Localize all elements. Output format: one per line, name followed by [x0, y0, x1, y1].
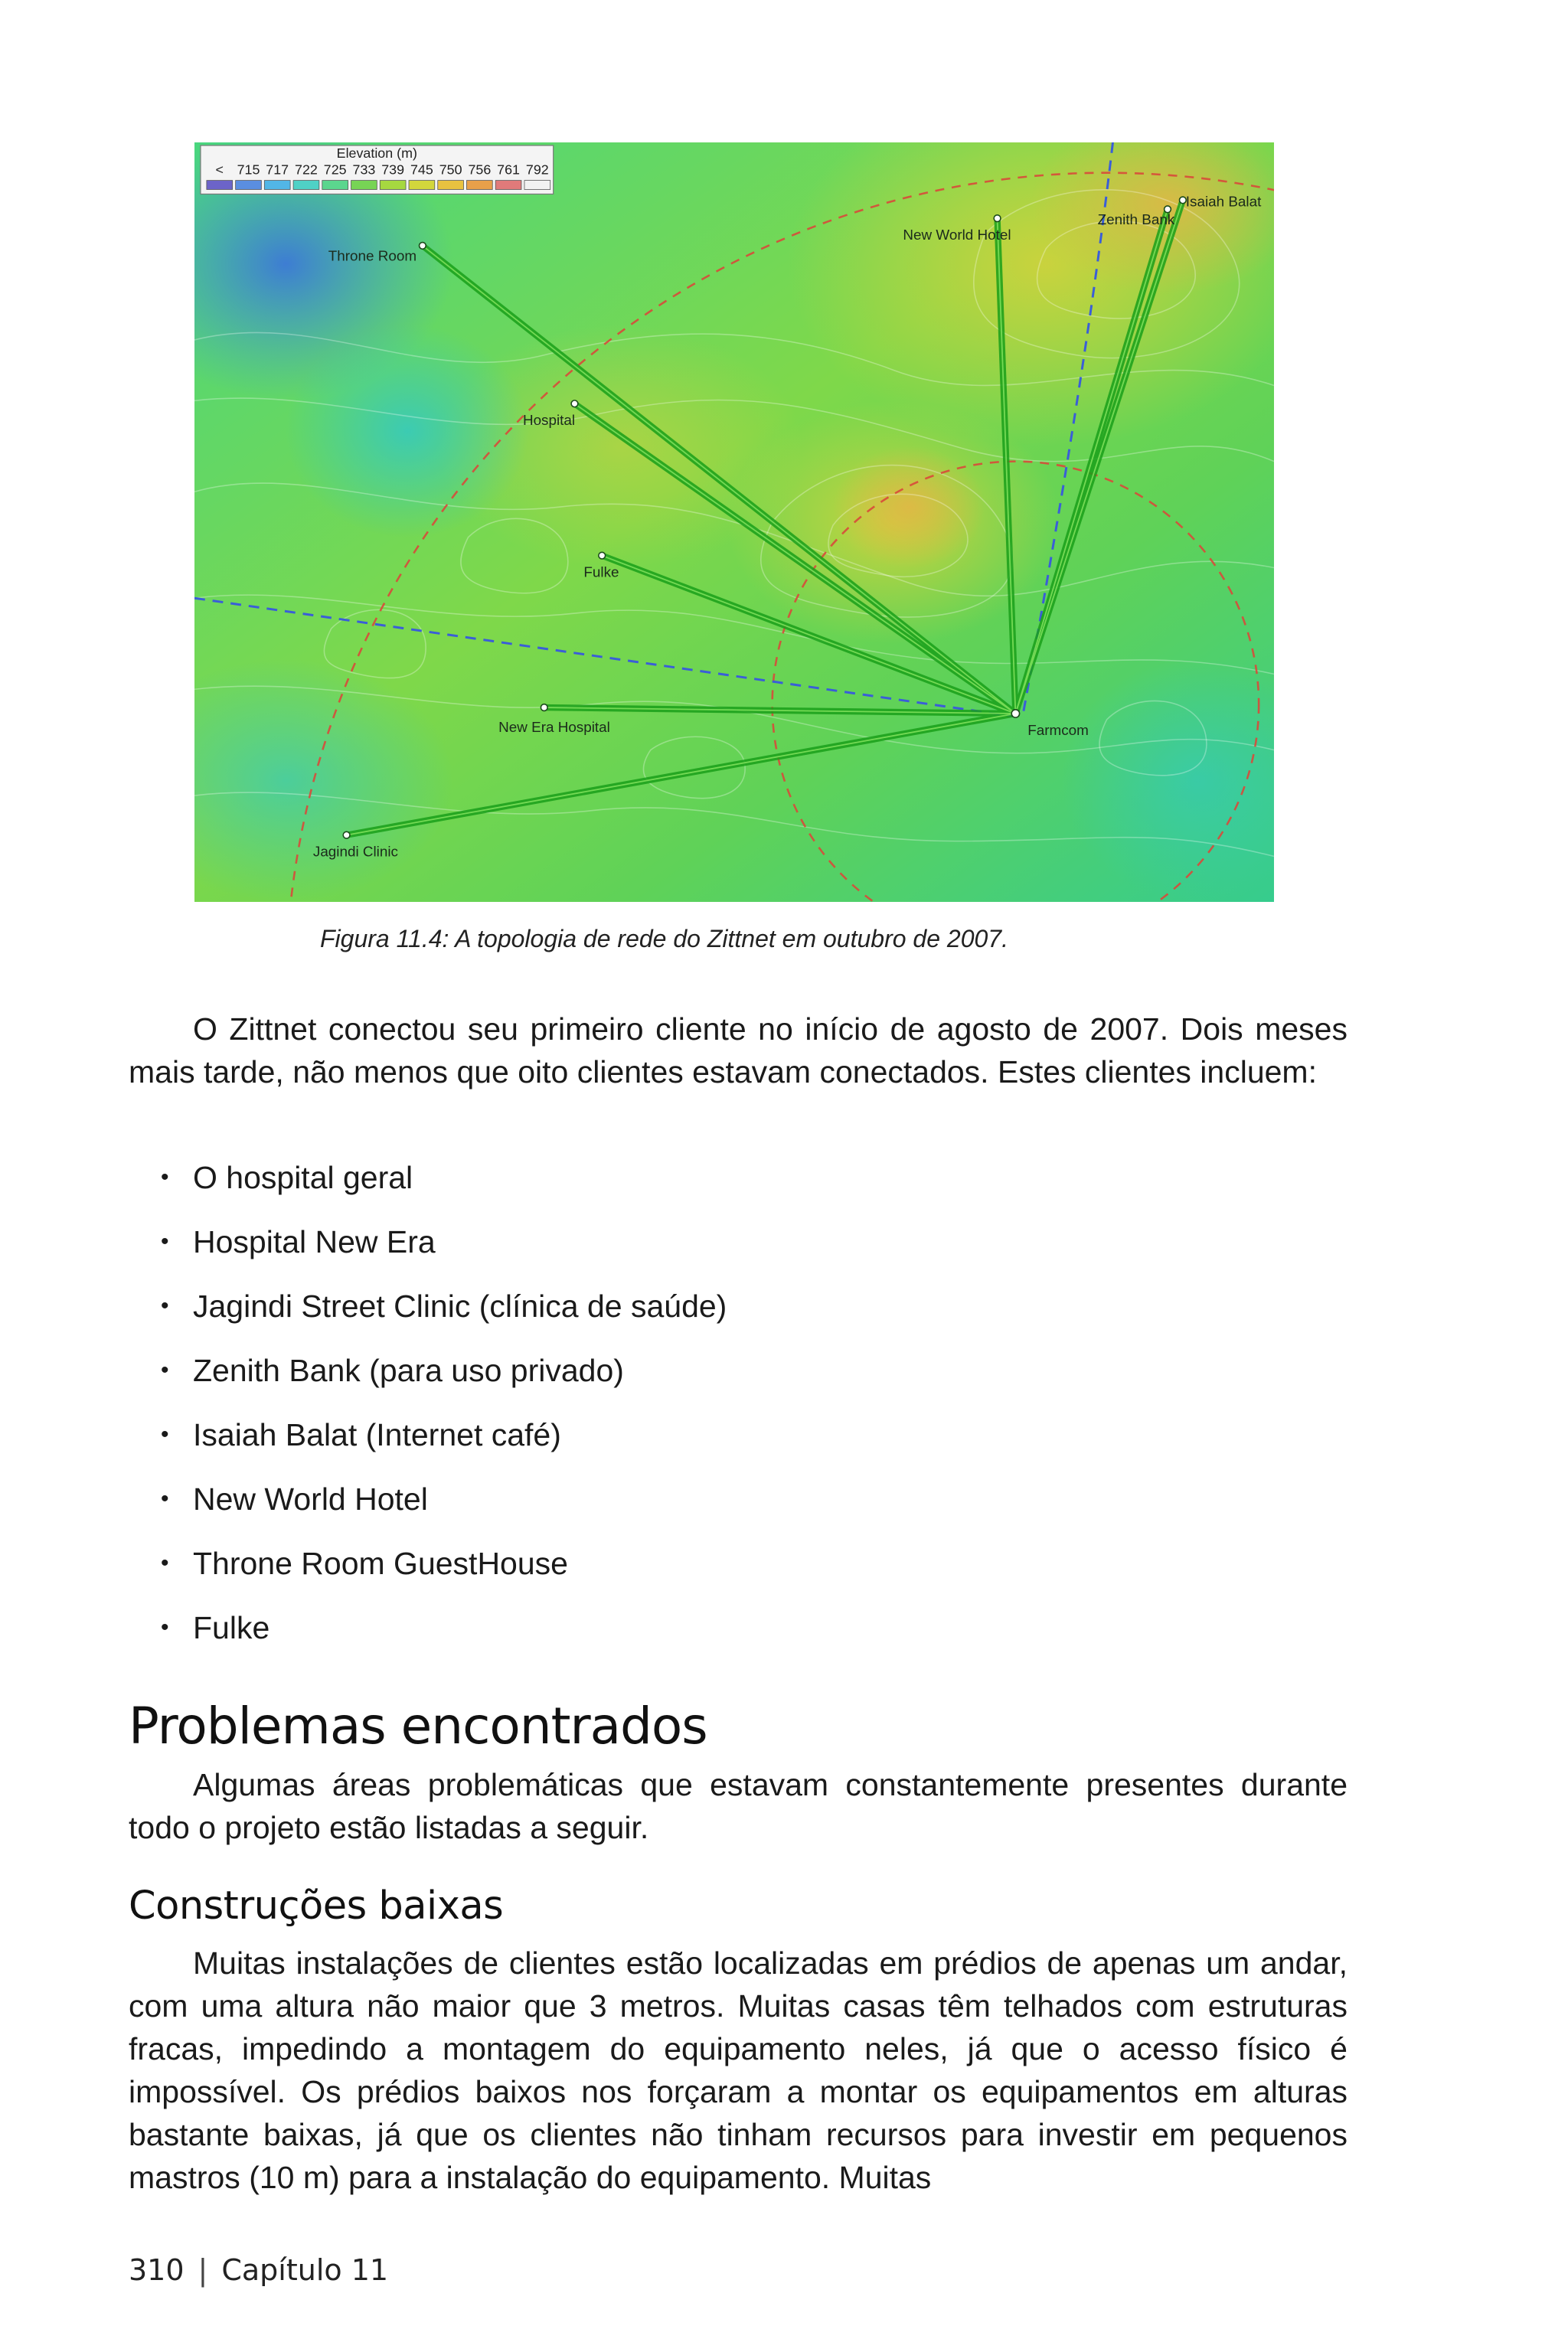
- legend-swatch: [207, 181, 233, 190]
- legend-title: Elevation (m): [336, 145, 417, 161]
- legend-value: 725: [323, 162, 347, 178]
- list-item: [129, 1606, 727, 1671]
- bullet-marker: •: [161, 1229, 169, 1254]
- section-heading-problems: Problemas encontrados: [129, 1697, 707, 1756]
- bullet-marker: •: [161, 1486, 169, 1511]
- legend-value: 750: [439, 162, 462, 178]
- legend-values: [216, 162, 549, 178]
- list-item: [129, 1413, 727, 1478]
- legend-value: <: [215, 162, 224, 178]
- bullet-marker: •: [161, 1165, 169, 1190]
- list-item: [129, 1349, 727, 1413]
- legend-swatch: [380, 181, 406, 190]
- paragraph-low-buildings: Muitas instalações de clientes estão localizadas em prédios de apenas um andar, com uma altura não maior que 3 metros. Muitas casas têm telhados com estruturas fracas, impedindo a montagem do equipamento neles, já que o acesso físico é impossível. Os prédios baixos nos forçaram a montar os equipamentos em alturas bastante baixas, já que os clientes não tinham recursos para investir em pequenos mastros (10 m) para a instalação do equipamento. Muitas: [129, 1945, 1348, 2195]
- legend-swatch: [264, 181, 290, 190]
- page-footer: [129, 2253, 388, 2287]
- legend-value: 739: [381, 162, 405, 178]
- bullet-marker: •: [161, 1422, 169, 1447]
- site-label-zenith-bank: Zenith Bank: [1097, 211, 1175, 228]
- legend-swatch: [322, 181, 348, 190]
- legend-swatch: [351, 181, 377, 190]
- bullet-marker: •: [161, 1615, 169, 1640]
- page-number: 310: [129, 2253, 185, 2287]
- legend-value: 756: [468, 162, 492, 178]
- client-list: [129, 1156, 727, 1671]
- paragraph-intro: O Zittnet conectou seu primeiro cliente no início de agosto de 2007. Dois meses mais tarde, não menos que oito clientes estavam conectados. Estes clientes incluem:: [129, 1011, 1348, 1089]
- terrain-peak-center: [833, 446, 985, 568]
- legend-value: 717: [266, 162, 289, 178]
- site-marker-fulke: [599, 552, 606, 559]
- legend-value: 761: [497, 162, 521, 178]
- list-item: [129, 1542, 727, 1606]
- site-label-new-era-hospital: New Era Hospital: [498, 718, 610, 735]
- legend-value: 722: [295, 162, 318, 178]
- list-item-text: Throne Room GuestHouse: [193, 1546, 568, 1581]
- site-label-hospital: Hospital: [522, 412, 576, 429]
- list-item-text: Isaiah Balat (Internet café): [193, 1417, 561, 1452]
- list-item-text: Hospital New Era: [193, 1224, 436, 1259]
- chapter-label: Capítulo 11: [221, 2253, 389, 2287]
- list-item-text: New World Hotel: [193, 1481, 428, 1517]
- bullet-marker: •: [161, 1550, 169, 1576]
- site-marker-hospital: [571, 400, 578, 407]
- list-item-text: Fulke: [193, 1610, 270, 1645]
- site-label-isaiah-balat: Isaiah Balat: [1185, 193, 1262, 210]
- list-item-text: Zenith Bank (para uso privado): [193, 1353, 624, 1388]
- list-item: [129, 1220, 727, 1285]
- subsection-heading-low-buildings: Construções baixas: [129, 1883, 504, 1929]
- site-label-new-world-hotel: New World Hotel: [903, 226, 1011, 243]
- legend-swatch: [293, 181, 319, 190]
- elevation-legend: [201, 145, 554, 194]
- site-marker-new-world-hotel: [994, 215, 1001, 222]
- legend-value: 745: [410, 162, 433, 178]
- list-item: [129, 1285, 727, 1349]
- site-marker-hub: [1011, 710, 1019, 717]
- list-item: [129, 1156, 727, 1220]
- bullet-marker: •: [161, 1357, 169, 1383]
- bullet-marker: •: [161, 1293, 169, 1318]
- site-label-throne-room: Throne Room: [328, 247, 417, 264]
- list-item-text: O hospital geral: [193, 1160, 413, 1195]
- legend-swatch: [236, 181, 262, 190]
- site-marker-new-era-hospital: [541, 704, 547, 711]
- site-label-jagindi-clinic: Jagindi Clinic: [312, 843, 398, 860]
- legend-swatch: [495, 181, 521, 190]
- site-label-hub: Farmcom: [1027, 721, 1089, 738]
- figure-caption: Figura 11.4: A topologia de rede do Zittnet em outubro de 2007.: [320, 925, 1008, 952]
- legend-swatch: [438, 181, 464, 190]
- site-marker-jagindi-clinic: [343, 831, 350, 838]
- legend-swatch: [466, 181, 492, 190]
- paragraph-problems: Algumas áreas problemáticas que estavam constantemente presentes durante todo o projeto estão listadas a seguir.: [129, 1767, 1348, 1845]
- footer-separator: |: [198, 2253, 208, 2287]
- site-label-fulke: Fulke: [583, 564, 619, 580]
- legend-value: 792: [525, 162, 549, 178]
- legend-swatch: [524, 181, 550, 190]
- terrain-low-west: [286, 325, 529, 537]
- site-marker-throne-room: [420, 243, 426, 250]
- legend-value: 733: [352, 162, 376, 178]
- topology-map-svg: [194, 142, 1274, 902]
- list-item: [129, 1478, 727, 1542]
- legend-swatch: [409, 181, 435, 190]
- legend-value: 715: [237, 162, 260, 178]
- list-item-text: Jagindi Street Clinic (clínica de saúde): [193, 1289, 727, 1324]
- network-topology-map: [194, 142, 1274, 902]
